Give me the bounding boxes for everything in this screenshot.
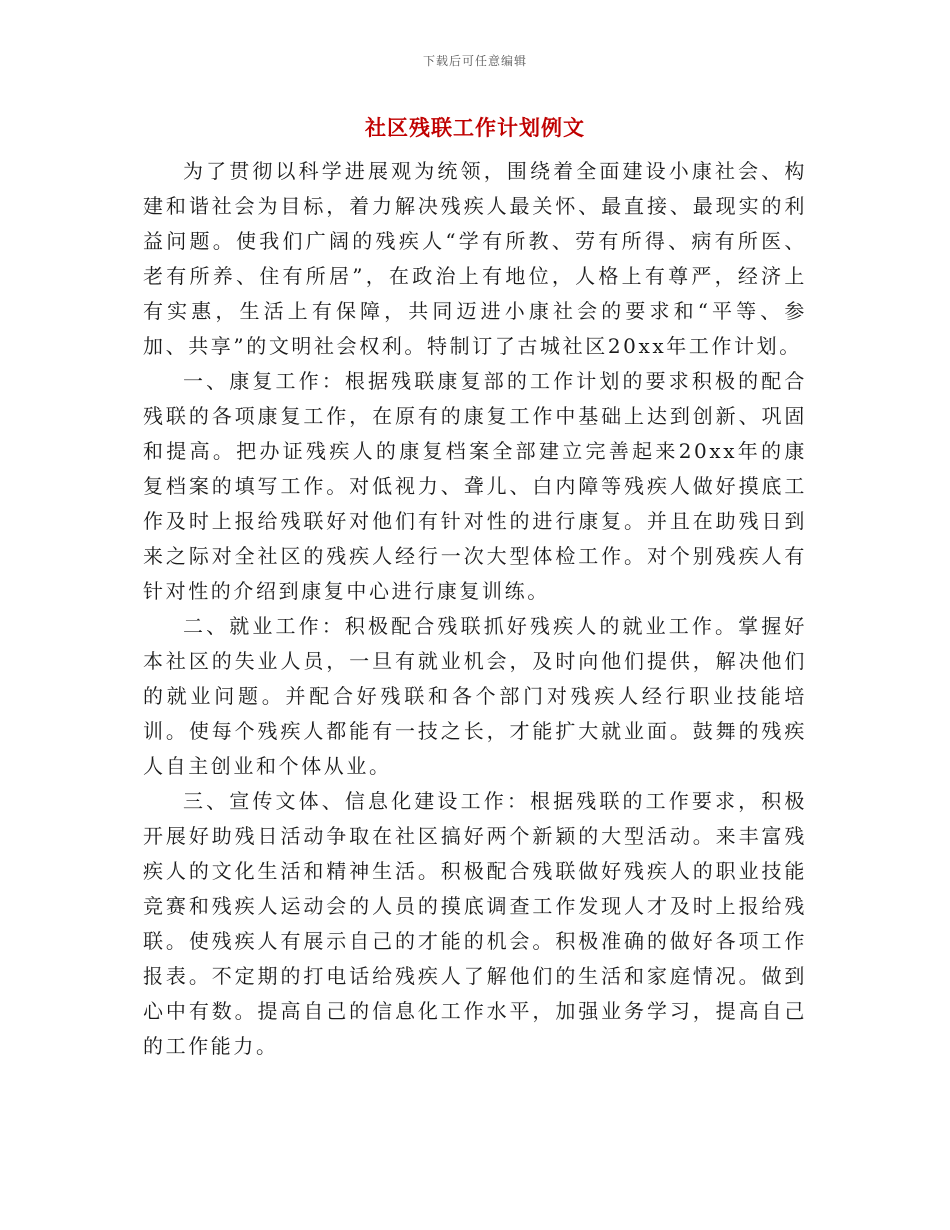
header-note: 下载后可任意编辑 [422,54,527,68]
paragraph-employment: 二、就业工作：积极配合残联抓好残疾人的就业工作。掌握好本社区的失业人员，一旦有就业机会，及时向他们提供，解决他们的就业问题。并配合好残联和各个部门对残疾人经行职业技能培训。使每个残疾人都能有一技之长，才能扩大就业面。鼓舞的残疾人自主创业和个体从业。 [143,614,807,778]
document-body [143,154,807,1064]
paragraph-publicity: 三、宣传文体、信息化建设工作：根据残联的工作要求，积极开展好助残日活动争取在社区搞好两个新颖的大型活动。来丰富残疾人的文化生活和精神生活。积极配合残联做好残疾人的职业技能竞赛和残疾人运动会的人员的摸底调查工作发现人才及时上报给残联。使残疾人有展示自己的才能的机会。积极准确的做好各项工作报表。不定期的打电话给残疾人了解他们的生活和家庭情况。做到心中有数。提高自己的信息化工作水平，加强业务学习，提高自己的工作能力。 [143,789,807,1058]
document-title: 社区残联工作计划例文 [365,115,585,140]
paragraph-rehabilitation: 一、康复工作：根据残联康复部的工作计划的要求积极的配合残联的各项康复工作，在原有的康复工作中基础上达到创新、巩固和提高。把办证残疾人的康复档案全部建立完善起来20xx年的康复档案的填写工作。对低视力、聋儿、白内障等残疾人做好摸底工作及时上报给残联好对他们有针对性的进行康复。并且在助残日到来之际对全社区的残疾人经行一次大型体检工作。对个别残疾人有针对性的介绍到康复中心进行康复训练。 [143,369,807,603]
paragraph-intro: 为了贯彻以科学进展观为统领，围绕着全面建设小康社会、构建和谐社会为目标，着力解决残疾人最关怀、最直接、最现实的利益问题。使我们广阔的残疾人“学有所教、劳有所得、病有所医、老有所养、住有所居”，在政治上有地位，人格上有尊严，经济上有实惠，生活上有保障，共同迈进小康社会的要求和“平等、参加、共享”的文明社会权利。特制订了古城社区20xx年工作计划。 [143,159,807,358]
